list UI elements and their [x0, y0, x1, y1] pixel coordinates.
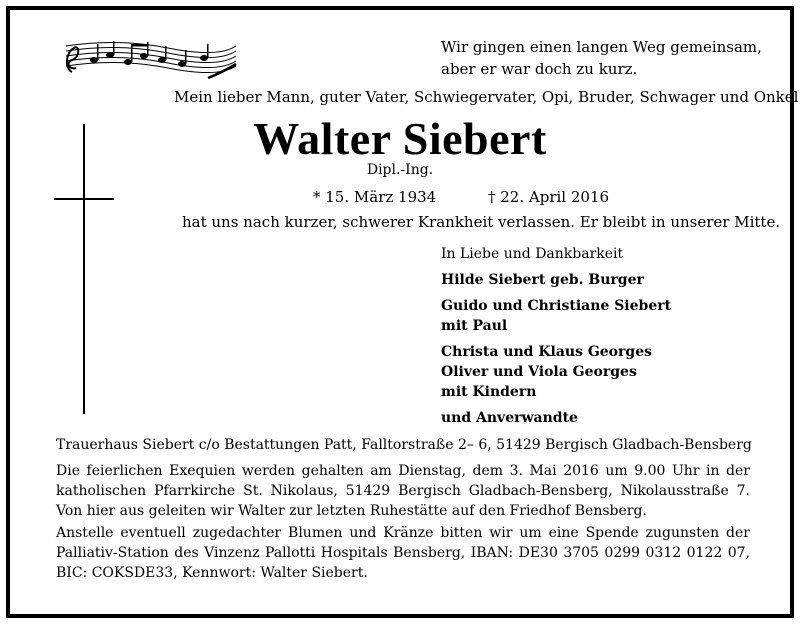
service-info: [56, 461, 750, 521]
deceased-title: Dipl.-Ing.: [366, 162, 434, 178]
details-block: [56, 435, 750, 583]
donation-line: BIC: COKSDE33, Kennwort: Walter Siebert.: [56, 565, 368, 581]
mourner: Oliver und Viola Georges: [441, 364, 637, 380]
music-staff-icon: [58, 38, 238, 88]
donation-line: Anstelle eventuell zugedachter Blumen und Kränze bitten wir um eine Spende zugunsten der: [56, 525, 750, 541]
mourner: und Anverwandte: [441, 410, 578, 426]
mourner: Christa und Klaus Georges: [441, 344, 652, 360]
motto-line-1: Wir gingen einen langen Weg gemeinsam,: [441, 38, 762, 56]
mourner: mit Paul: [441, 318, 508, 334]
mourner: Guido und Christiane Siebert: [441, 298, 672, 314]
service-line: Die feierlichen Exequien werden gehalten am Dienstag, dem 3. Mai 2016 um 9.00 Uhr in der: [56, 463, 750, 479]
motto: [441, 36, 762, 80]
birth-date: * 15. März 1934: [313, 188, 437, 206]
donation-info: [56, 523, 750, 583]
thanks-line: In Liebe und Dankbarkeit: [441, 246, 624, 262]
mourner: mit Kindern: [441, 384, 537, 400]
mourners-list: [441, 270, 671, 428]
death-date: † 22. April 2016: [488, 188, 610, 206]
farewell-line: hat uns nach kurzer, schwerer Krankheit verlassen. Er bleibt in unserer Mitte.: [182, 213, 781, 231]
mourning-house: Trauerhaus Siebert c/o Bestattungen Patt, Falltorstraße 2– 6, 51429 Bergisch Gladbach-Bensberg: [56, 437, 752, 453]
service-line: katholischen Pfarrkirche St. Nikolaus, 51429 Bergisch Gladbach-Bensberg, Nikolausstraße 7.: [56, 483, 750, 499]
donation-line: Palliativ-Station des Vinzenz Pallotti Hospitals Bensberg, IBAN: DE30 3705 0299 0312 0122 07,: [56, 545, 750, 561]
intro-line: Mein lieber Mann, guter Vater, Schwiegervater, Opi, Bruder, Schwager und Onkel: [174, 88, 799, 106]
deceased-name: Walter Siebert: [253, 113, 547, 164]
cross-vertical: [83, 124, 85, 414]
service-line: Von hier aus geleiten wir Walter zur letzten Ruhestätte auf den Friedhof Bensberg.: [56, 503, 647, 519]
mourner: Hilde Siebert geb. Burger: [441, 272, 644, 288]
cross-horizontal: [54, 198, 114, 200]
motto-line-2: aber er war doch zu kurz.: [441, 60, 638, 78]
